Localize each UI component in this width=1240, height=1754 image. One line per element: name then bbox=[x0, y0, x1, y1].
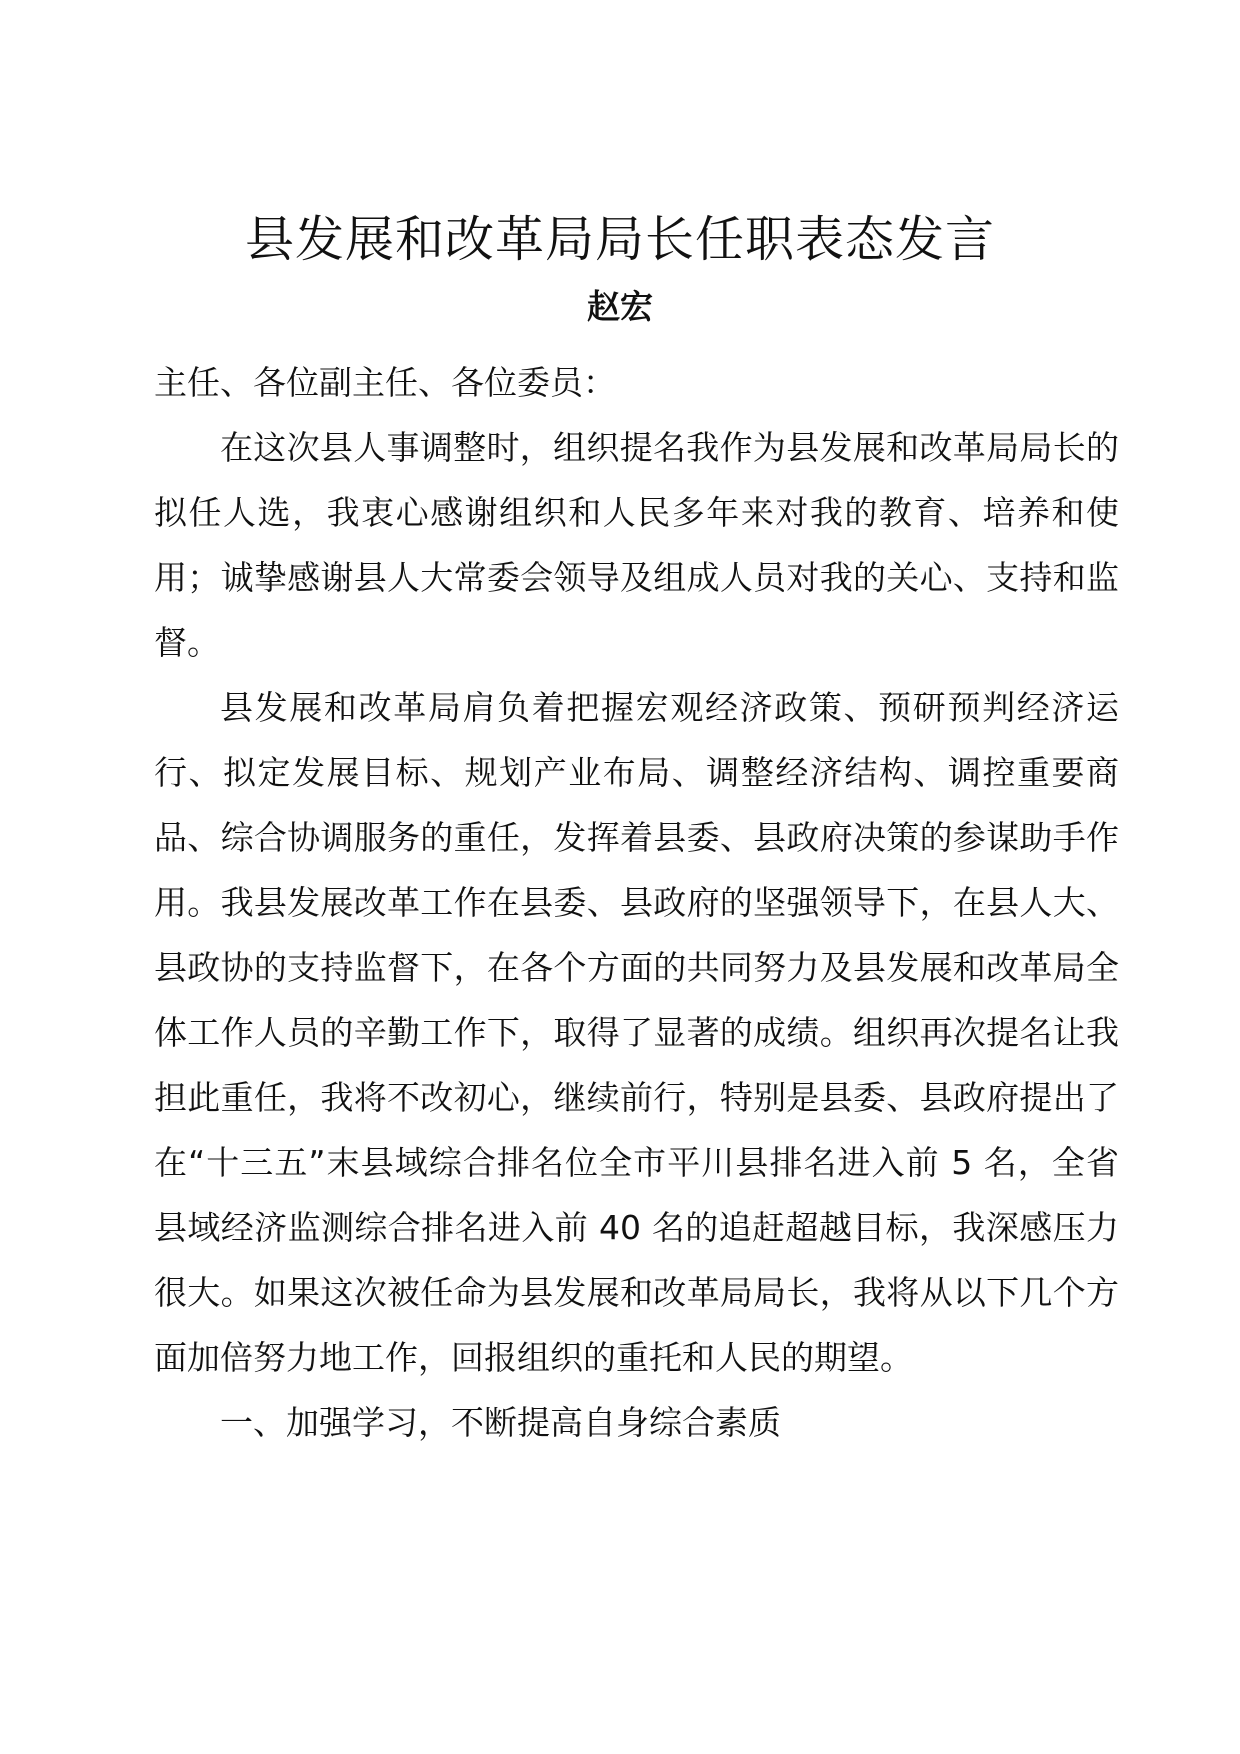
author-name: 赵宏 bbox=[587, 287, 653, 326]
document-title: 县发展和改革局局长任职表态发言 bbox=[244, 211, 995, 268]
salutation: 主任、各位副主任、各位委员： bbox=[154, 363, 616, 402]
paragraph: 县发展和改革局肩负着把握宏观经济政策、预研预判经济运行、拟定发展目标、规划产业布局、调整经济结构、调控重要商品、综合协调服务的重任，发挥着县委、县政府决策的参谋助手作用。我县发展改革工作在县委、县政府的坚强领导下，在县人大、县政协的支持监督下，在各个方面的共同努力及县发展和改革局全体工作人员的辛勤工作下，取得了显著的成绩。组织再次提名让我担此重任，我将不改初心，继续前行，特别是县委、县政府提出了在“十三五”末县域综合排名位全市平川县排名进入前 5 名，全省县域经济监测综合排名进入前 40 名的追赶超越目标，我深感压力很大。如果这次被任命为县发展和改革局局长，我将从以下几个方面加倍努力地工作，回报组织的重托和人民的期望。 bbox=[154, 688, 1119, 1377]
section-heading: 一、加强学习，不断提高自身综合素质 bbox=[220, 1403, 781, 1442]
paragraph: 在这次县人事调整时，组织提名我作为县发展和改革局局长的拟任人选，我衷心感谢组织和人民多年来对我的教育、培养和使用；诚挚感谢县人大常委会领导及组成人员对我的关心、支持和监督。 bbox=[154, 428, 1119, 662]
document-body bbox=[154, 350, 1119, 1455]
